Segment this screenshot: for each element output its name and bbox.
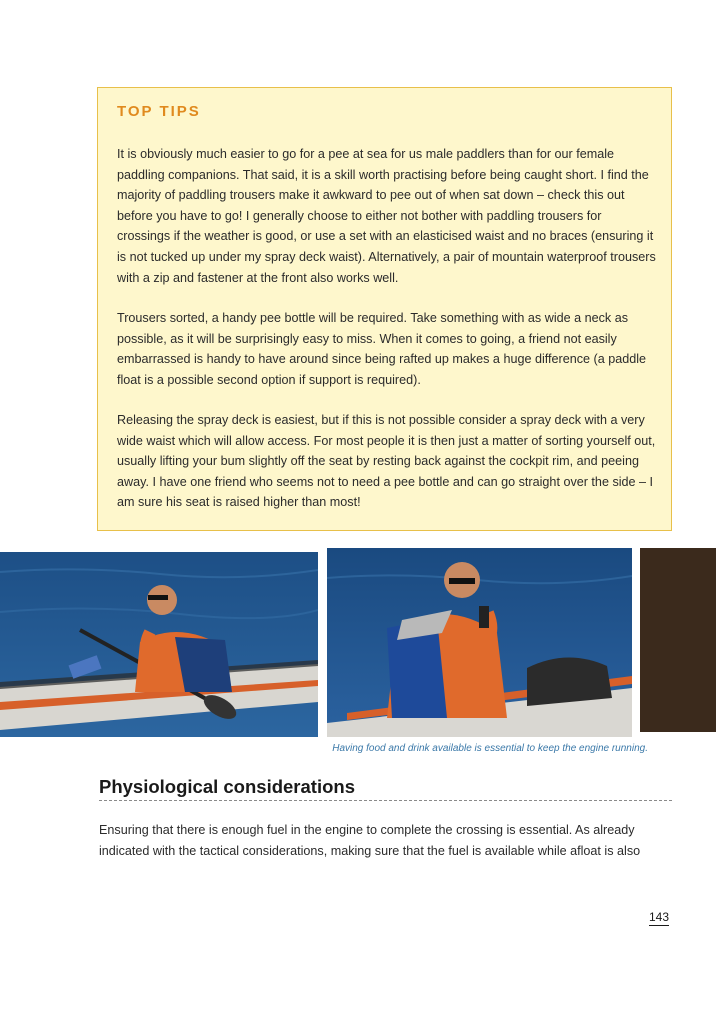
top-tips-box bbox=[97, 87, 672, 531]
decorative-brown-block bbox=[640, 548, 716, 732]
kayaker-drinking-photo bbox=[327, 548, 632, 737]
photo-caption: Having food and drink available is essential to keep the engine running. bbox=[332, 743, 648, 754]
page-number: 143 bbox=[649, 910, 670, 924]
kayaker-eating-photo bbox=[0, 552, 318, 737]
section-title: Physiological considerations bbox=[99, 776, 355, 797]
top-tips-paragraph-1: It is obviously much easier to go for a pee at sea for us male paddlers than for our female paddling companions. That said, it is a skill worth practising before being caught short. I find the majority of paddling trousers make it awkward to pee out of when sat down – check this out before you have to go! I generally choose to either not bother with paddling trousers for crossings if the weather is good, or use a set with an elasticised waist and no braces (ensuring it is not tucked up under my spray deck waist). Alternatively, a pair of mountain waterproof trousers with a zip and fastener at the front also works well. bbox=[117, 147, 656, 285]
top-tips-paragraph-3: Releasing the spray deck is easiest, but if this is not possible consider a spray deck with a very wide waist which will allow access. For most people it is then just a matter of sorting yourself out, usually lifting your bum slightly off the seat by resting back against the cockpit rim, and peeing away. I have one friend who seems not to need a pee bottle and can go straight over the side – I am sure his seat is raised higher than most! bbox=[117, 413, 656, 510]
top-tips-paragraph-2: Trousers sorted, a handy pee bottle will be required. Take something with as wide a neck as possible, as it will be surprisingly easy to miss. When it comes to going, a friend not easily embarrassed is handy to have around since being rafted up makes a huge difference (a paddle float is a possible second option if support is required). bbox=[117, 311, 647, 387]
top-tips-heading: TOP TIPS bbox=[117, 103, 201, 120]
section-body-text: Ensuring that there is enough fuel in the engine to complete the crossing is essential. As already indicated with the tactical considerations, making sure that the fuel is available while afloat is also bbox=[99, 823, 641, 858]
section-divider bbox=[99, 800, 672, 801]
